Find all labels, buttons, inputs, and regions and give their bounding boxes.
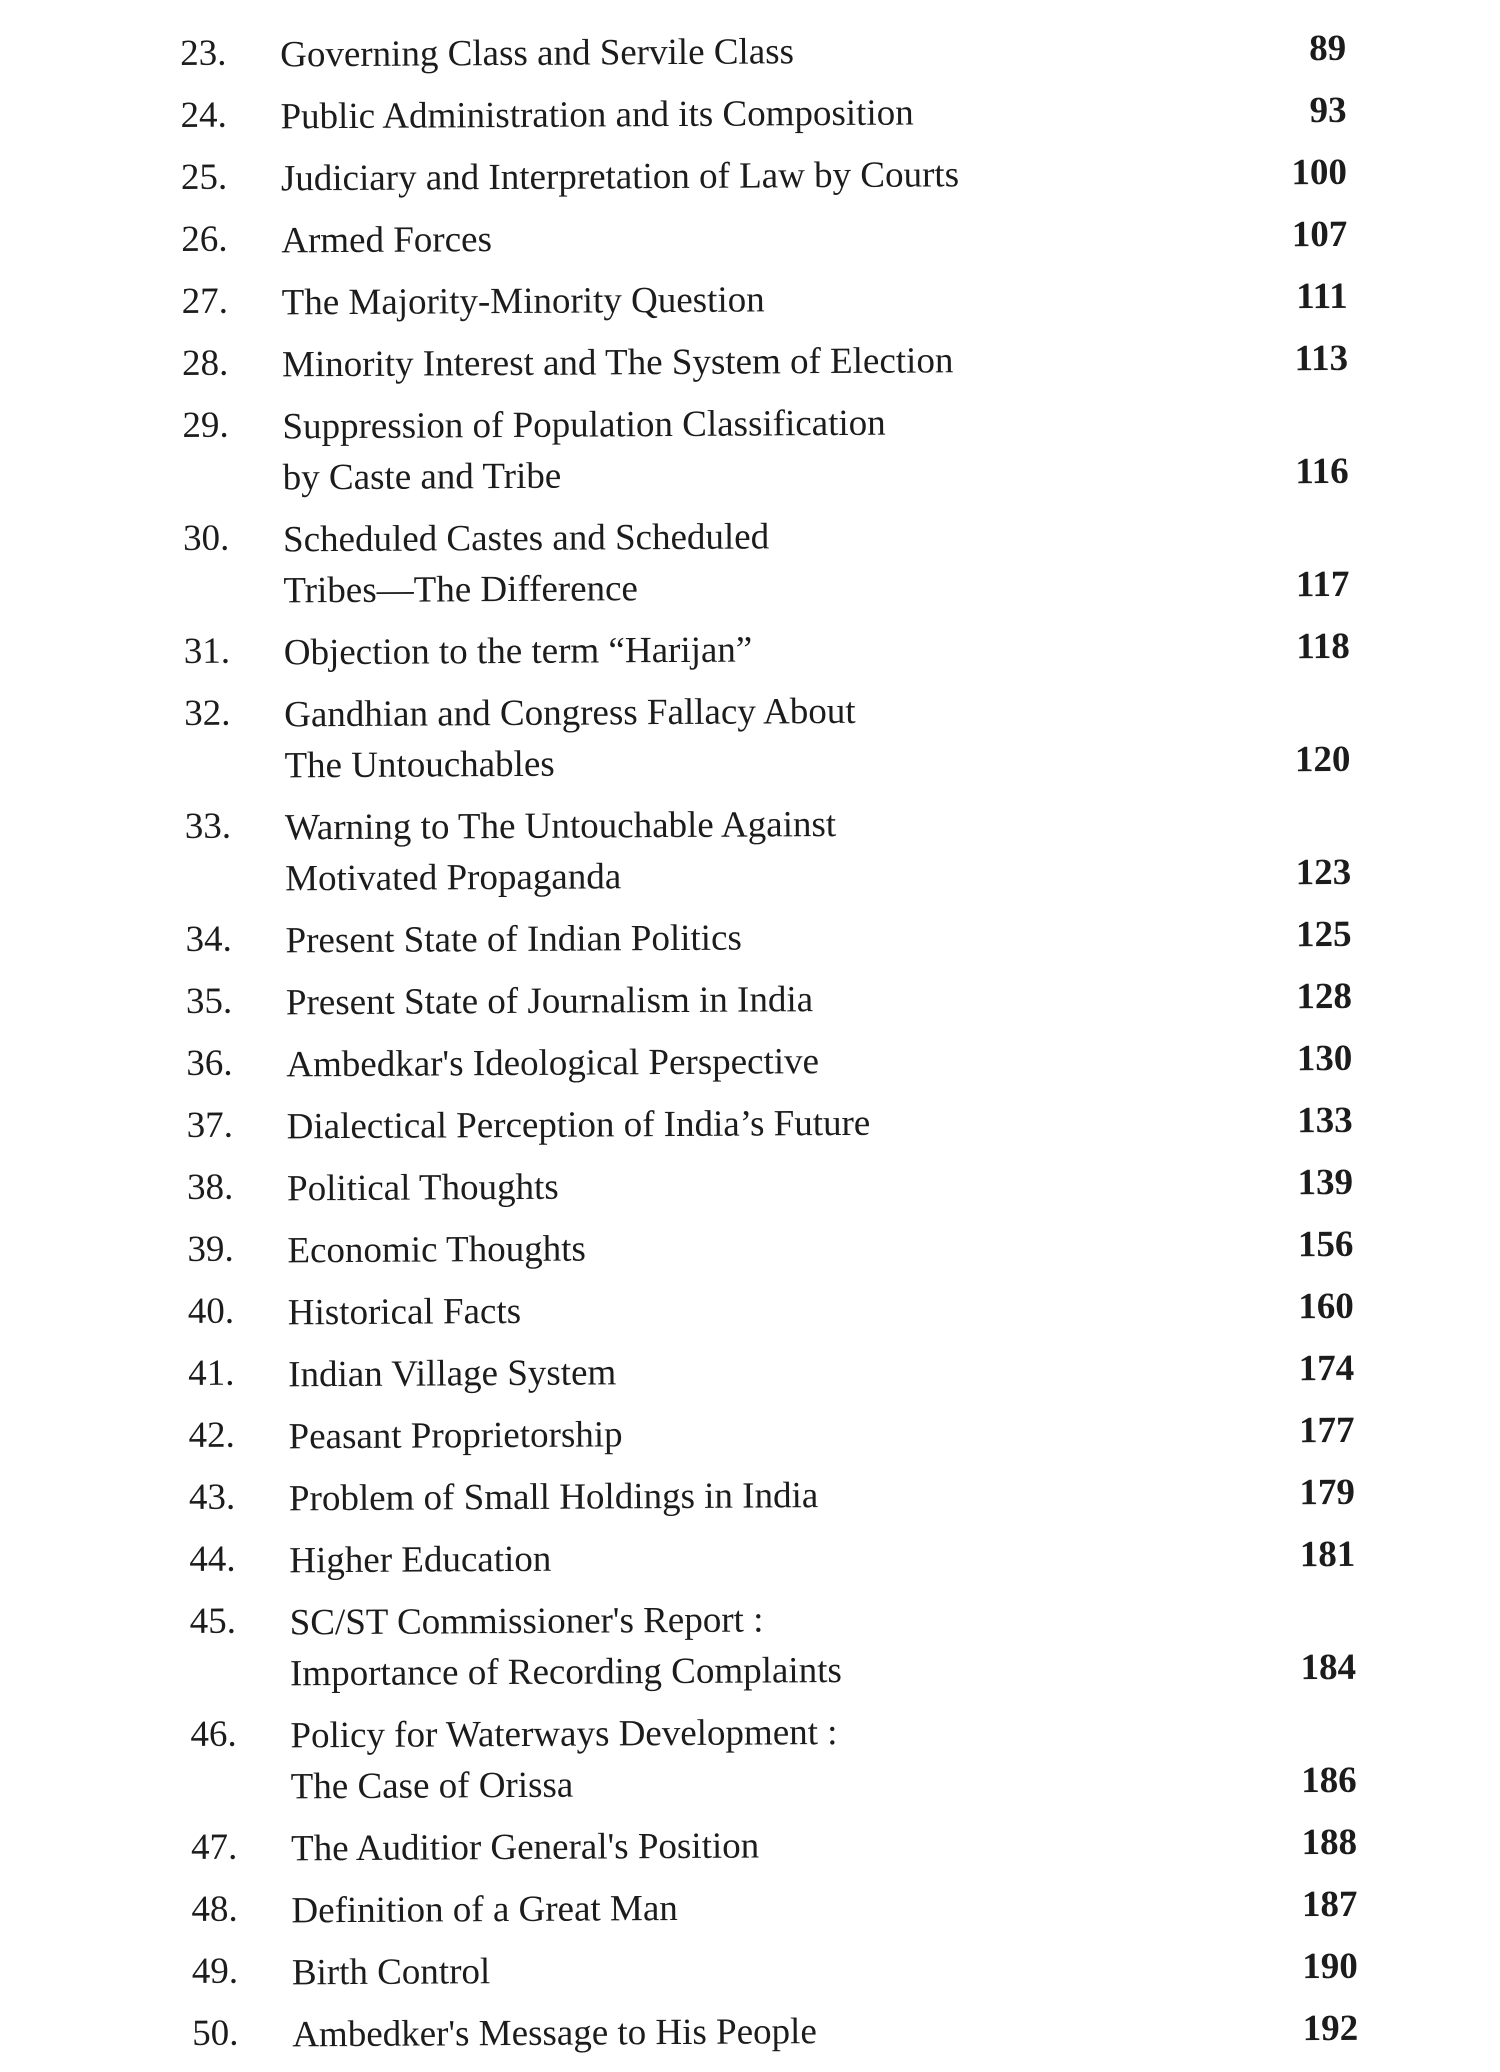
entry-number: 40.: [187, 1290, 235, 1332]
toc-entry: [182, 395, 1383, 504]
entry-number: 29.: [182, 404, 229, 446]
entry-title-line: Problem of Small Holdings in India: [288, 1475, 819, 1520]
toc-entry: [190, 1704, 1391, 1813]
toc-entry: [192, 2003, 1392, 2061]
entry-page-number: 89: [1309, 27, 1347, 70]
entry-title: [288, 1282, 1158, 1338]
toc-entry: [181, 209, 1381, 267]
entry-title: [283, 509, 1154, 616]
entry-title-line: Governing Class and Servile Class: [280, 31, 795, 76]
entry-title: [285, 910, 1155, 966]
entry-title: [281, 148, 1151, 204]
entry-number: 45.: [189, 1600, 237, 1642]
entry-title-line: Objection to the term “Harijan”: [283, 629, 753, 674]
entry-title-line: Gandhian and Congress Fallacy About: [284, 690, 856, 736]
toc-entry: [180, 85, 1380, 143]
entry-page-number: 187: [1301, 1883, 1358, 1926]
entry-number: 41.: [188, 1352, 235, 1394]
entry-page-number: 93: [1309, 89, 1347, 132]
entry-page-number: 116: [1295, 450, 1349, 493]
entry-page-number: 179: [1299, 1471, 1356, 1514]
toc-entry: [185, 796, 1386, 905]
entry-title: [280, 24, 1150, 80]
entry-page-number: 125: [1295, 913, 1352, 956]
entry-title-line: Political Thoughts: [286, 1166, 559, 1210]
entry-number: 28.: [181, 342, 229, 384]
toc-entry: [180, 23, 1380, 81]
entry-title-line: Minority Interest and The System of Election: [281, 340, 954, 386]
entry-number: 43.: [188, 1476, 236, 1518]
entry-title-line: The Auditior General's Position: [290, 1825, 760, 1870]
entry-number: 37.: [186, 1104, 234, 1146]
entry-title: [292, 2004, 1162, 2060]
entry-page-number: 123: [1295, 851, 1352, 894]
toc-entry: [188, 1405, 1388, 1463]
entry-number: 46.: [190, 1713, 237, 1755]
entry-title-line: Scheduled Castes and Scheduled: [282, 516, 770, 561]
entry-number: 32.: [184, 692, 231, 734]
entry-page-number: 118: [1296, 625, 1350, 668]
entry-title: [282, 334, 1152, 390]
entry-number: 42.: [188, 1414, 235, 1456]
entry-title-line: Suppression of Population Classification: [282, 402, 886, 448]
entry-number: 38.: [186, 1166, 234, 1208]
entry-page-number: 181: [1299, 1533, 1356, 1576]
entry-page-number: 128: [1296, 975, 1353, 1018]
entry-number: 35.: [185, 980, 233, 1022]
toc-entry: [184, 683, 1385, 792]
entry-page-number: 100: [1291, 151, 1348, 194]
toc-entry: [185, 909, 1385, 967]
entry-number: 44.: [189, 1538, 236, 1580]
entry-title-line: Ambedker's Message to His People: [292, 2011, 817, 2056]
entry-page-number: 120: [1294, 738, 1351, 781]
toc-entry: [191, 1817, 1391, 1875]
entry-title-line: Motivated Propaganda: [285, 856, 622, 900]
entry-title-line: Historical Facts: [287, 1290, 522, 1334]
entry-number: 39.: [187, 1228, 234, 1270]
toc-entry: [183, 508, 1384, 617]
entry-number: 30.: [182, 517, 230, 559]
entry-page-number: 192: [1302, 2007, 1359, 2050]
entry-title-line: Higher Education: [289, 1538, 552, 1582]
entry-title: [285, 797, 1156, 904]
entry-title: [288, 1344, 1158, 1400]
entry-title: [281, 210, 1151, 266]
toc-entry: [191, 1879, 1391, 1937]
toc-entry: [188, 1343, 1388, 1401]
toc-entry: [186, 971, 1386, 1029]
entry-title: [286, 1034, 1156, 1090]
entry-title: [282, 272, 1152, 328]
toc-entry: [184, 621, 1384, 679]
entry-title: [290, 1592, 1161, 1699]
entry-page-number: 139: [1297, 1161, 1354, 1204]
entry-title: [287, 1096, 1157, 1152]
entry-page-number: 156: [1297, 1223, 1354, 1266]
entry-title-line: Indian Village System: [288, 1352, 617, 1396]
entry-page-number: 186: [1301, 1759, 1357, 1802]
toc-entry: [189, 1467, 1389, 1525]
entry-title: [291, 1818, 1161, 1874]
entry-title-line: Present State of Journalism in India: [285, 979, 814, 1024]
entry-title: [291, 1880, 1161, 1936]
entry-title: [287, 1220, 1157, 1276]
toc-entry: [187, 1095, 1387, 1153]
entry-page-number: 107: [1291, 213, 1348, 256]
entry-page-number: 117: [1295, 563, 1350, 606]
entry-title-line: The Majority-Minority Question: [281, 279, 765, 324]
entry-number: 48.: [191, 1888, 238, 1930]
entry-number: 23.: [180, 32, 227, 74]
toc-entry: [188, 1281, 1388, 1339]
toc-entry: [192, 1941, 1392, 1999]
entry-title: [292, 1942, 1162, 1998]
entry-number: 27.: [181, 280, 229, 322]
entry-title-line: Public Administration and its Composition: [280, 92, 914, 138]
toc-entry: [182, 271, 1382, 329]
entry-title-line: Dialectical Perception of India’s Future: [286, 1102, 871, 1148]
entry-title-line: Warning to The Untouchable Against: [284, 804, 837, 849]
toc-entry: [187, 1157, 1387, 1215]
entry-number: 26.: [181, 218, 228, 260]
entry-number: 34.: [185, 918, 232, 960]
entry-number: 36.: [186, 1042, 233, 1084]
entry-title: [280, 86, 1150, 142]
entry-title: [282, 396, 1153, 503]
entry-title: [286, 972, 1156, 1028]
entry-title-line: SC/ST Commissioner's Report :: [289, 1599, 764, 1644]
entry-page-number: 190: [1302, 1945, 1358, 1988]
entry-title: [284, 684, 1155, 791]
entry-number: 33.: [184, 805, 232, 847]
entry-title-line: Definition of a Great Man: [291, 1887, 678, 1932]
entry-title: [288, 1406, 1158, 1462]
entry-page-number: 184: [1300, 1646, 1357, 1689]
entry-page-number: 177: [1298, 1409, 1355, 1452]
entry-title-line: The Case of Orissa: [290, 1764, 574, 1808]
entry-number: 31.: [183, 630, 231, 672]
table-of-contents: [180, 23, 1392, 2072]
entry-page-number: 133: [1297, 1099, 1353, 1142]
entry-title-line: Judiciary and Interpretation of Law by Courts: [280, 154, 960, 200]
entry-title: [290, 1705, 1161, 1812]
entry-number: 49.: [191, 1950, 239, 1992]
entry-title-line: Policy for Waterways Development :: [290, 1712, 838, 1757]
entry-number: 47.: [190, 1826, 238, 1868]
toc-entry: [181, 147, 1381, 205]
entry-page-number: 130: [1296, 1037, 1353, 1080]
toc-entry: [187, 1219, 1387, 1277]
entry-title-line: Tribes—The Difference: [283, 568, 639, 612]
entry-title-line: Present State of Indian Politics: [285, 917, 742, 962]
entry-title-line: Economic Thoughts: [287, 1228, 586, 1272]
entry-number: 50.: [192, 2012, 239, 2054]
entry-title: [289, 1468, 1159, 1524]
entry-page-number: 160: [1298, 1285, 1354, 1328]
entry-title: [289, 1530, 1159, 1586]
entry-page-number: 111: [1296, 275, 1348, 318]
toc-entry: [189, 1529, 1389, 1587]
entry-page-number: 188: [1301, 1821, 1358, 1864]
entry-number: 25.: [180, 156, 228, 198]
toc-entry: [190, 1591, 1391, 1700]
entry-number: 24.: [180, 94, 227, 136]
entry-title: [284, 622, 1154, 678]
entry-title-line: Importance of Recording Complaints: [289, 1649, 842, 1695]
toc-entry: [182, 333, 1382, 391]
entry-page-number: 174: [1298, 1347, 1355, 1390]
entry-page-number: 113: [1294, 337, 1349, 380]
toc-entry: [186, 1033, 1386, 1091]
entry-title-line: Peasant Proprietorship: [288, 1414, 623, 1458]
entry-title-line: by Caste and Tribe: [282, 455, 562, 499]
entry-title-line: Armed Forces: [281, 219, 493, 262]
entry-title-line: Birth Control: [291, 1951, 491, 1994]
entry-title-line: The Untouchables: [284, 743, 555, 787]
entry-title: [287, 1158, 1157, 1214]
entry-title-line: Ambedkar's Ideological Perspective: [286, 1041, 820, 1086]
